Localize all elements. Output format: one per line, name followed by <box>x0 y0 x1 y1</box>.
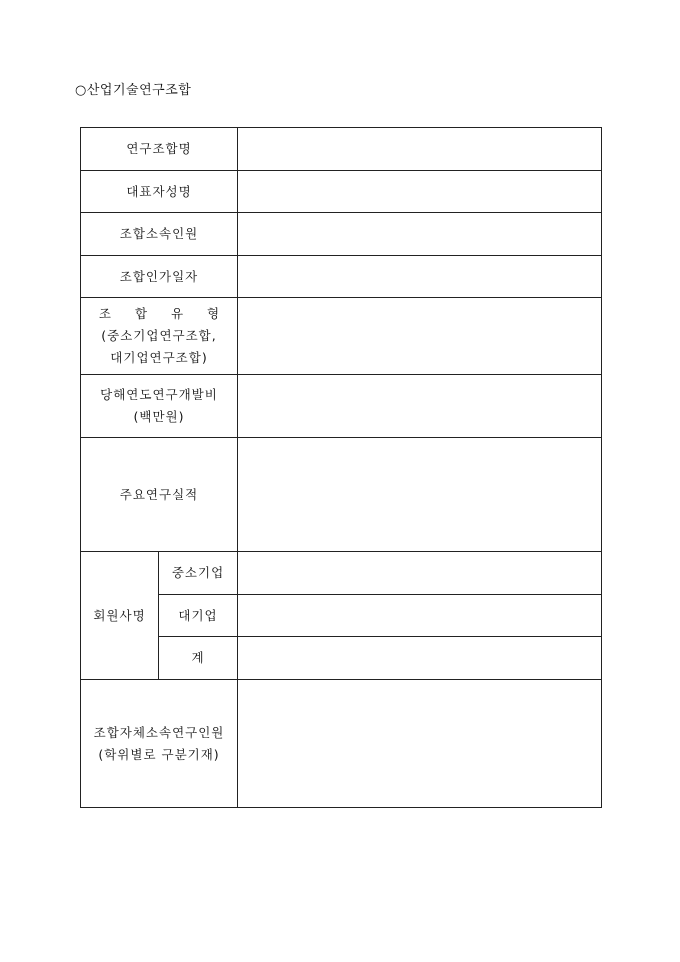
row-rd-budget <box>81 375 602 438</box>
representative-field[interactable] <box>238 171 602 213</box>
row-approval-date <box>81 256 602 298</box>
row-consortium-name <box>81 128 602 171</box>
page-heading: ○산업기술연구조합 <box>75 83 192 98</box>
member-large-label: 대기업 <box>159 595 238 637</box>
representative-label: 대표자성명 <box>81 171 238 213</box>
row-representative <box>81 171 602 213</box>
approval-date-field[interactable] <box>238 256 602 298</box>
rd-budget-label-line2: (백만원) <box>133 409 185 424</box>
researchers-label-line2: (학위별로 구분기재) <box>98 746 220 762</box>
researchers-label <box>81 680 238 808</box>
consortium-type-field[interactable] <box>238 298 602 375</box>
member-companies-label: 회원사명 <box>81 552 159 680</box>
member-total-field[interactable] <box>238 637 602 680</box>
row-researchers <box>81 680 602 808</box>
row-member-total <box>81 637 602 680</box>
consortium-type-label-line2: (중소기업연구조합, <box>101 328 217 343</box>
row-achievements <box>81 438 602 552</box>
achievements-label: 주요연구실적 <box>81 438 238 552</box>
members-count-label: 조합소속인원 <box>81 213 238 256</box>
rd-budget-label-line1: 당해연도연구개발비 <box>100 387 218 402</box>
approval-date-label: 조합인가일자 <box>81 256 238 298</box>
consortium-name-label: 연구조합명 <box>81 128 238 171</box>
consortium-form-table <box>80 127 602 808</box>
rd-budget-label <box>81 375 238 438</box>
rd-budget-field[interactable] <box>238 375 602 438</box>
researchers-label-line1: 조합자체소속연구인원 <box>93 724 225 740</box>
row-member-sme <box>81 552 602 595</box>
member-sme-field[interactable] <box>238 552 602 595</box>
row-member-large <box>81 595 602 637</box>
row-members-count <box>81 213 602 256</box>
member-large-field[interactable] <box>238 595 602 637</box>
consortium-type-label-line1: 조 합 유 형 <box>98 306 230 321</box>
consortium-type-label-line3: 대기업연구조합) <box>110 350 208 365</box>
researchers-field[interactable] <box>238 680 602 808</box>
member-total-label: 계 <box>159 637 238 680</box>
consortium-type-label <box>81 298 238 375</box>
consortium-name-field[interactable] <box>238 128 602 171</box>
achievements-field[interactable] <box>238 438 602 552</box>
member-sme-label: 중소기업 <box>159 552 238 595</box>
members-count-field[interactable] <box>238 213 602 256</box>
row-consortium-type <box>81 298 602 375</box>
